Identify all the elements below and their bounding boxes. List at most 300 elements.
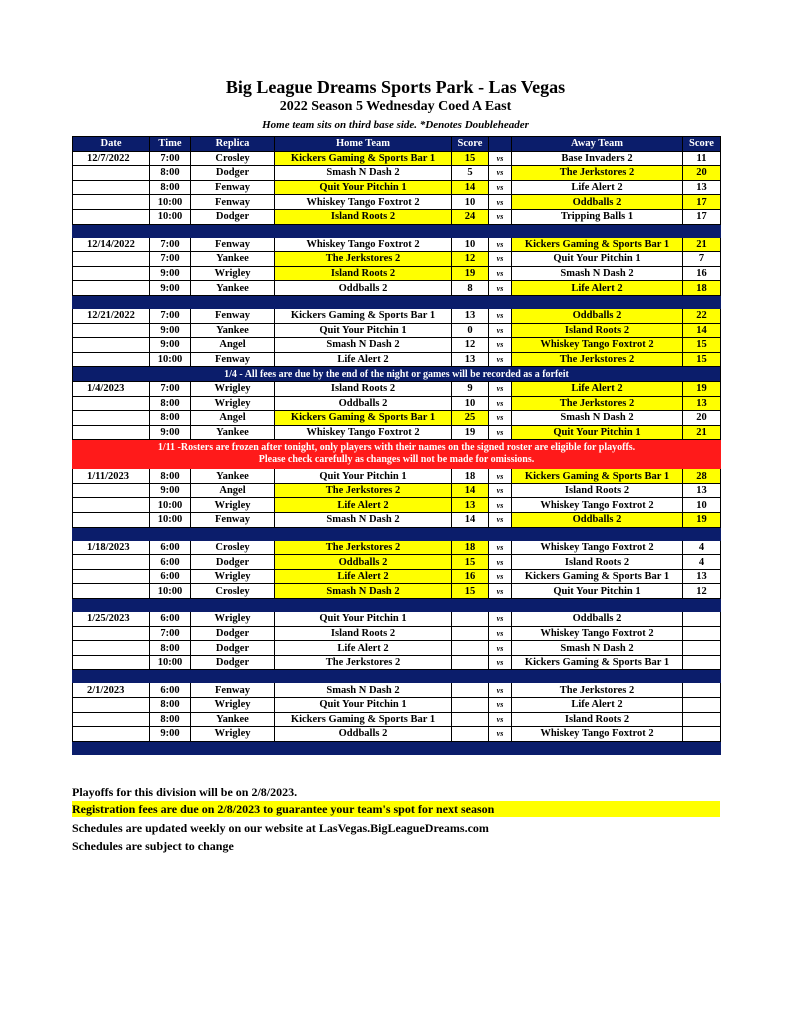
game-row — [73, 641, 721, 656]
vs-label: vs — [489, 698, 512, 713]
game-time: 7:00 — [150, 237, 191, 252]
footer-registration: Registration fees are due on 2/8/2023 to guarantee your team's spot for next season — [72, 801, 720, 817]
home-score: 13 — [452, 308, 489, 323]
away-team: The Jerkstores 2 — [512, 683, 683, 698]
game-row — [73, 483, 721, 498]
away-team: Quit Your Pitchin 1 — [512, 584, 683, 599]
home-team: Quit Your Pitchin 1 — [275, 469, 452, 484]
home-team: Kickers Gaming & Sports Bar 1 — [275, 712, 452, 727]
game-date — [73, 352, 150, 367]
separator-bar — [73, 670, 721, 683]
game-date: 1/25/2023 — [73, 612, 150, 627]
game-date — [73, 252, 150, 267]
home-score: 24 — [452, 209, 489, 224]
game-time: 8:00 — [150, 411, 191, 426]
game-time: 9:00 — [150, 266, 191, 281]
game-row — [73, 727, 721, 742]
game-field: Yankee — [191, 425, 275, 440]
game-date — [73, 641, 150, 656]
game-time: 7:00 — [150, 626, 191, 641]
game-time: 8:00 — [150, 469, 191, 484]
schedule-body — [73, 151, 721, 754]
home-team: Oddballs 2 — [275, 281, 452, 296]
game-row — [73, 252, 721, 267]
game-field: Dodger — [191, 166, 275, 181]
away-team: The Jerkstores 2 — [512, 166, 683, 181]
game-date: 1/18/2023 — [73, 540, 150, 555]
game-date — [73, 281, 150, 296]
game-date — [73, 323, 150, 338]
game-time: 9:00 — [150, 281, 191, 296]
away-score: 13 — [683, 180, 721, 195]
vs-label: vs — [489, 180, 512, 195]
home-score: 8 — [452, 281, 489, 296]
home-score: 19 — [452, 266, 489, 281]
home-team: Smash N Dash 2 — [275, 584, 452, 599]
game-time: 10:00 — [150, 584, 191, 599]
vs-label: vs — [489, 281, 512, 296]
game-row — [73, 540, 721, 555]
separator-bar — [73, 224, 721, 237]
game-date — [73, 584, 150, 599]
game-field: Yankee — [191, 252, 275, 267]
vs-label: vs — [489, 308, 512, 323]
away-score: 22 — [683, 308, 721, 323]
game-date — [73, 569, 150, 584]
home-team: Smash N Dash 2 — [275, 513, 452, 528]
game-time: 8:00 — [150, 396, 191, 411]
home-team: Island Roots 2 — [275, 266, 452, 281]
game-date: 12/7/2022 — [73, 151, 150, 166]
game-time: 10:00 — [150, 352, 191, 367]
game-date — [73, 166, 150, 181]
home-score: 9 — [452, 381, 489, 396]
home-team: Life Alert 2 — [275, 352, 452, 367]
vs-label: vs — [489, 727, 512, 742]
away-score — [683, 641, 721, 656]
game-time: 6:00 — [150, 569, 191, 584]
game-time: 6:00 — [150, 555, 191, 570]
game-date — [73, 411, 150, 426]
footer-website: Schedules are updated weekly on our website at LasVegas.BigLeagueDreams.com — [72, 821, 489, 835]
away-score: 20 — [683, 166, 721, 181]
away-team: The Jerkstores 2 — [512, 352, 683, 367]
game-date — [73, 513, 150, 528]
game-field: Wrigley — [191, 727, 275, 742]
vs-label: vs — [489, 338, 512, 353]
away-score — [683, 683, 721, 698]
game-field: Fenway — [191, 352, 275, 367]
home-score: 10 — [452, 195, 489, 210]
week-separator — [73, 224, 721, 237]
game-field: Fenway — [191, 195, 275, 210]
away-score: 16 — [683, 266, 721, 281]
away-team: The Jerkstores 2 — [512, 396, 683, 411]
vs-label: vs — [489, 483, 512, 498]
header-date: Date — [73, 137, 150, 152]
game-row — [73, 151, 721, 166]
game-time: 6:00 — [150, 540, 191, 555]
away-team: Oddballs 2 — [512, 513, 683, 528]
home-team: Whiskey Tango Foxtrot 2 — [275, 195, 452, 210]
home-team: Island Roots 2 — [275, 381, 452, 396]
vs-label: vs — [489, 498, 512, 513]
home-team: Quit Your Pitchin 1 — [275, 698, 452, 713]
game-row — [73, 308, 721, 323]
home-score: 18 — [452, 469, 489, 484]
vs-label: vs — [489, 712, 512, 727]
away-score: 28 — [683, 469, 721, 484]
home-team: Oddballs 2 — [275, 555, 452, 570]
roster-notice-line: Please check carefully as changes will not be made for omissions. — [258, 454, 535, 466]
home-score — [452, 683, 489, 698]
game-row — [73, 555, 721, 570]
home-score: 10 — [452, 237, 489, 252]
game-field: Angel — [191, 411, 275, 426]
game-row — [73, 425, 721, 440]
game-field: Wrigley — [191, 266, 275, 281]
game-time: 6:00 — [150, 683, 191, 698]
away-score: 15 — [683, 338, 721, 353]
away-score: 17 — [683, 209, 721, 224]
game-row — [73, 180, 721, 195]
home-score — [452, 655, 489, 670]
game-field: Angel — [191, 483, 275, 498]
home-team: Island Roots 2 — [275, 626, 452, 641]
game-time: 10:00 — [150, 655, 191, 670]
home-score: 25 — [452, 411, 489, 426]
game-field: Fenway — [191, 683, 275, 698]
away-team: Kickers Gaming & Sports Bar 1 — [512, 469, 683, 484]
game-field: Wrigley — [191, 698, 275, 713]
away-team: Island Roots 2 — [512, 712, 683, 727]
vs-label: vs — [489, 237, 512, 252]
game-time: 8:00 — [150, 698, 191, 713]
game-row — [73, 195, 721, 210]
game-time: 10:00 — [150, 513, 191, 528]
game-row — [73, 513, 721, 528]
away-score: 12 — [683, 584, 721, 599]
game-date — [73, 498, 150, 513]
separator-bar — [73, 741, 721, 754]
game-time: 7:00 — [150, 151, 191, 166]
game-time: 10:00 — [150, 498, 191, 513]
vs-label: vs — [489, 612, 512, 627]
schedule-table — [72, 136, 721, 755]
game-date: 12/14/2022 — [73, 237, 150, 252]
game-time: 8:00 — [150, 641, 191, 656]
home-team: Smash N Dash 2 — [275, 166, 452, 181]
away-score: 21 — [683, 425, 721, 440]
game-row — [73, 237, 721, 252]
away-score — [683, 712, 721, 727]
game-field: Dodger — [191, 641, 275, 656]
away-team: Whiskey Tango Foxtrot 2 — [512, 626, 683, 641]
game-date — [73, 266, 150, 281]
header-time: Time — [150, 137, 191, 152]
home-score — [452, 712, 489, 727]
week-separator — [73, 295, 721, 308]
game-row — [73, 338, 721, 353]
game-date — [73, 555, 150, 570]
home-team: Quit Your Pitchin 1 — [275, 612, 452, 627]
game-row — [73, 381, 721, 396]
game-row — [73, 352, 721, 367]
header-away-team: Away Team — [512, 137, 683, 152]
home-score — [452, 612, 489, 627]
home-score: 15 — [452, 555, 489, 570]
vs-label: vs — [489, 411, 512, 426]
game-row — [73, 498, 721, 513]
game-date — [73, 626, 150, 641]
home-team: The Jerkstores 2 — [275, 655, 452, 670]
fee-notice: 1/4 - All fees are due by the end of the night or games will be recorded as a forfeit — [73, 367, 721, 382]
vs-label: vs — [489, 513, 512, 528]
away-team: Base Invaders 2 — [512, 151, 683, 166]
game-time: 9:00 — [150, 483, 191, 498]
away-team: Kickers Gaming & Sports Bar 1 — [512, 655, 683, 670]
game-field: Dodger — [191, 209, 275, 224]
vs-label: vs — [489, 641, 512, 656]
away-team: Whiskey Tango Foxtrot 2 — [512, 540, 683, 555]
game-field: Wrigley — [191, 612, 275, 627]
week-separator — [73, 670, 721, 683]
game-row — [73, 281, 721, 296]
home-score: 14 — [452, 513, 489, 528]
game-date — [73, 698, 150, 713]
home-team: Island Roots 2 — [275, 209, 452, 224]
header-vs — [489, 137, 512, 152]
home-team: Life Alert 2 — [275, 641, 452, 656]
away-team: Whiskey Tango Foxtrot 2 — [512, 727, 683, 742]
game-field: Crosley — [191, 151, 275, 166]
away-score: 10 — [683, 498, 721, 513]
vs-label: vs — [489, 209, 512, 224]
vs-label: vs — [489, 555, 512, 570]
game-row — [73, 569, 721, 584]
footer-subject: Schedules are subject to change — [72, 839, 234, 853]
game-date — [73, 396, 150, 411]
away-team: Whiskey Tango Foxtrot 2 — [512, 338, 683, 353]
home-score: 0 — [452, 323, 489, 338]
game-field: Fenway — [191, 308, 275, 323]
game-field: Crosley — [191, 584, 275, 599]
game-row — [73, 396, 721, 411]
header-away-score: Score — [683, 137, 721, 152]
away-team: Life Alert 2 — [512, 698, 683, 713]
away-team: Oddballs 2 — [512, 195, 683, 210]
home-team: The Jerkstores 2 — [275, 252, 452, 267]
game-date — [73, 180, 150, 195]
away-team: Island Roots 2 — [512, 555, 683, 570]
home-score: 19 — [452, 425, 489, 440]
home-score — [452, 727, 489, 742]
game-field: Wrigley — [191, 498, 275, 513]
game-row — [73, 655, 721, 670]
away-team: Quit Your Pitchin 1 — [512, 252, 683, 267]
game-row — [73, 469, 721, 484]
vs-label: vs — [489, 195, 512, 210]
game-date: 1/4/2023 — [73, 381, 150, 396]
vs-label: vs — [489, 626, 512, 641]
header-home-score: Score — [452, 137, 489, 152]
away-score: 13 — [683, 569, 721, 584]
away-score: 20 — [683, 411, 721, 426]
game-row — [73, 712, 721, 727]
away-team: Quit Your Pitchin 1 — [512, 425, 683, 440]
separator-bar — [73, 527, 721, 540]
home-score: 13 — [452, 498, 489, 513]
roster-notice-line: 1/11 -Rosters are frozen after tonight, only players with their names on the signed roster are eligible for playoffs. — [157, 442, 636, 454]
fee-notice-row — [73, 367, 721, 382]
game-row — [73, 411, 721, 426]
vs-label: vs — [489, 584, 512, 599]
home-score: 13 — [452, 352, 489, 367]
away-score — [683, 655, 721, 670]
home-team: Whiskey Tango Foxtrot 2 — [275, 237, 452, 252]
home-score: 16 — [452, 569, 489, 584]
game-time: 9:00 — [150, 323, 191, 338]
away-team: Life Alert 2 — [512, 381, 683, 396]
game-time: 9:00 — [150, 727, 191, 742]
home-score: 5 — [452, 166, 489, 181]
away-team: Oddballs 2 — [512, 612, 683, 627]
away-score: 19 — [683, 381, 721, 396]
game-field: Fenway — [191, 180, 275, 195]
home-score: 12 — [452, 338, 489, 353]
game-time: 10:00 — [150, 209, 191, 224]
vs-label: vs — [489, 166, 512, 181]
away-score: 13 — [683, 483, 721, 498]
away-score: 4 — [683, 555, 721, 570]
away-team: Life Alert 2 — [512, 180, 683, 195]
vs-label: vs — [489, 381, 512, 396]
game-row — [73, 166, 721, 181]
game-field: Dodger — [191, 626, 275, 641]
game-time: 8:00 — [150, 712, 191, 727]
header-replica: Replica — [191, 137, 275, 152]
away-score: 4 — [683, 540, 721, 555]
home-score: 18 — [452, 540, 489, 555]
game-row — [73, 209, 721, 224]
home-team: Whiskey Tango Foxtrot 2 — [275, 425, 452, 440]
game-field: Wrigley — [191, 396, 275, 411]
header-home-team: Home Team — [275, 137, 452, 152]
away-team: Island Roots 2 — [512, 483, 683, 498]
away-score: 13 — [683, 396, 721, 411]
vs-label: vs — [489, 352, 512, 367]
game-field: Dodger — [191, 555, 275, 570]
game-time: 9:00 — [150, 338, 191, 353]
vs-label: vs — [489, 266, 512, 281]
home-team: The Jerkstores 2 — [275, 483, 452, 498]
home-score — [452, 698, 489, 713]
game-row — [73, 323, 721, 338]
vs-label: vs — [489, 425, 512, 440]
game-date — [73, 425, 150, 440]
game-row — [73, 266, 721, 281]
game-row — [73, 612, 721, 627]
home-score: 10 — [452, 396, 489, 411]
game-field: Wrigley — [191, 569, 275, 584]
home-score: 12 — [452, 252, 489, 267]
page-subtitle: 2022 Season 5 Wednesday Coed A East — [279, 99, 512, 114]
roster-notice — [73, 440, 721, 469]
vs-label: vs — [489, 683, 512, 698]
week-separator — [73, 599, 721, 612]
away-score — [683, 626, 721, 641]
away-team: Oddballs 2 — [512, 308, 683, 323]
header-row — [73, 137, 721, 152]
home-team: Life Alert 2 — [275, 569, 452, 584]
away-team: Life Alert 2 — [512, 281, 683, 296]
away-team: Kickers Gaming & Sports Bar 1 — [512, 569, 683, 584]
game-time: 9:00 — [150, 425, 191, 440]
game-date — [73, 727, 150, 742]
vs-label: vs — [489, 151, 512, 166]
away-score: 19 — [683, 513, 721, 528]
away-score: 21 — [683, 237, 721, 252]
vs-label: vs — [489, 323, 512, 338]
home-team: Kickers Gaming & Sports Bar 1 — [275, 411, 452, 426]
away-score: 18 — [683, 281, 721, 296]
week-separator — [73, 741, 721, 754]
game-time: 7:00 — [150, 381, 191, 396]
game-row — [73, 584, 721, 599]
roster-notice-row — [73, 440, 721, 469]
home-score: 14 — [452, 180, 489, 195]
away-score — [683, 698, 721, 713]
game-field: Yankee — [191, 469, 275, 484]
game-field: Fenway — [191, 513, 275, 528]
away-score: 7 — [683, 252, 721, 267]
game-field: Dodger — [191, 655, 275, 670]
game-time: 10:00 — [150, 195, 191, 210]
game-date — [73, 483, 150, 498]
vs-label: vs — [489, 540, 512, 555]
home-team: Quit Your Pitchin 1 — [275, 323, 452, 338]
game-row — [73, 626, 721, 641]
away-team: Island Roots 2 — [512, 323, 683, 338]
home-team: Smash N Dash 2 — [275, 683, 452, 698]
away-team: Tripping Balls 1 — [512, 209, 683, 224]
home-team: Oddballs 2 — [275, 727, 452, 742]
home-team: Quit Your Pitchin 1 — [275, 180, 452, 195]
home-team: The Jerkstores 2 — [275, 540, 452, 555]
vs-label: vs — [489, 655, 512, 670]
away-team: Smash N Dash 2 — [512, 641, 683, 656]
home-score: 15 — [452, 151, 489, 166]
game-time: 7:00 — [150, 308, 191, 323]
separator-bar — [73, 295, 721, 308]
away-score: 15 — [683, 352, 721, 367]
home-score — [452, 626, 489, 641]
game-date — [73, 195, 150, 210]
home-team-note: Home team sits on third base side. *Denotes Doubleheader — [262, 119, 529, 131]
home-team: Smash N Dash 2 — [275, 338, 452, 353]
away-score: 17 — [683, 195, 721, 210]
game-field: Fenway — [191, 237, 275, 252]
home-team: Life Alert 2 — [275, 498, 452, 513]
game-time: 7:00 — [150, 252, 191, 267]
game-date — [73, 655, 150, 670]
away-team: Whiskey Tango Foxtrot 2 — [512, 498, 683, 513]
vs-label: vs — [489, 469, 512, 484]
home-team: Kickers Gaming & Sports Bar 1 — [275, 308, 452, 323]
away-team: Kickers Gaming & Sports Bar 1 — [512, 237, 683, 252]
week-separator — [73, 527, 721, 540]
vs-label: vs — [489, 396, 512, 411]
